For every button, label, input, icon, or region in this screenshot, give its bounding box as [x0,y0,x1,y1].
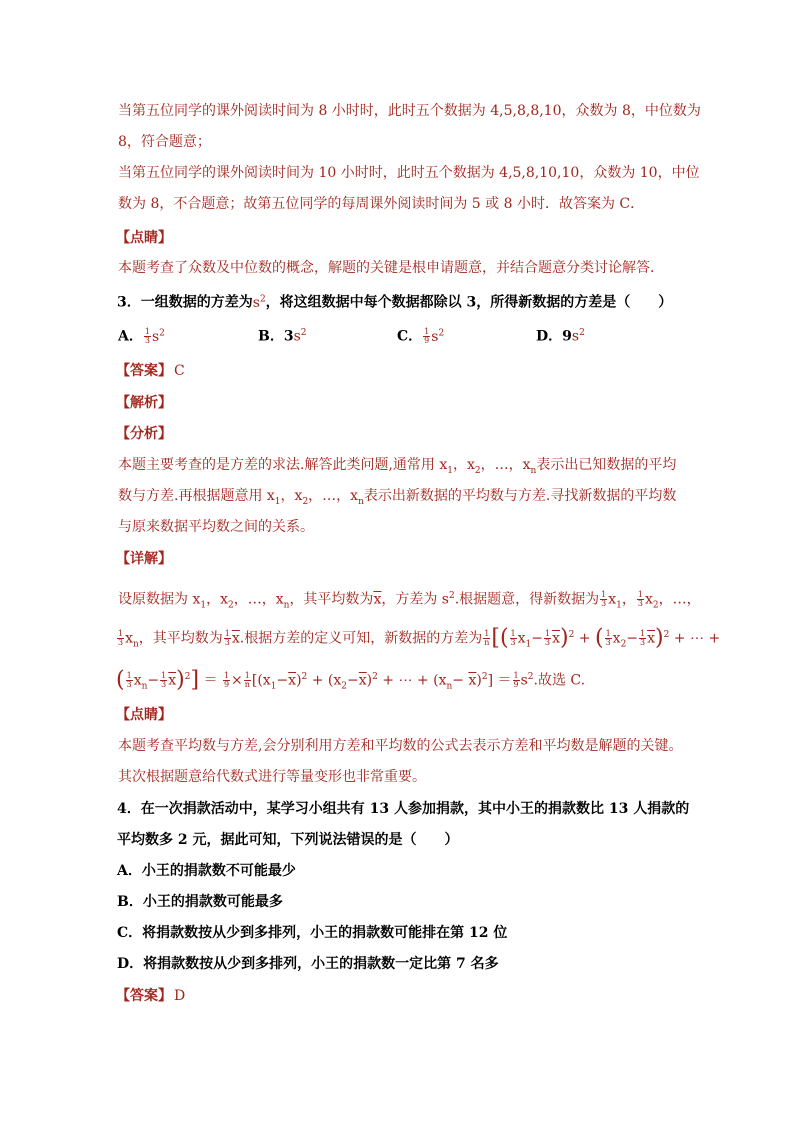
analysis-tag: 【解析】 [116,395,172,411]
solution-line: 当第五位同学的课外阅读时间为 8 小时时，此时五个数据为 4,5,8,8,10，众数为 8，中位数为 [118,103,701,119]
comment-text: 本题考查了众数及中位数的概念，解题的关键是根申请题意，并结合题意分类讨论解答． [118,260,664,276]
question-4-stem-1: 4．在一次捐款活动中，某学习小组共有 13 人参加捐款，其中小王的捐款数比 13 人捐款的 [117,801,690,817]
answer-value: C [174,363,185,379]
question-3-stem-a: 3．一组数据的方差为 [117,294,253,311]
question-4-option-b: B．小王的捐款数可能最多 [117,894,283,910]
question-3-stem-b: ，将这组数据中每个数据都除以 3，所得新数据的方差是（ ） [265,294,673,311]
solution-line: 8，符合题意； [118,134,211,150]
answer-tag: 【答案】 C [116,363,185,379]
detail-line-1: 设原数据为 $x_1$，$x_2$，…，$x_n$，其平均数为$\overline{x}$，方差为 $s^2$.根据题意，得新数据为 $\frac{1}{3}$ $x_1$， $\frac{1}{3}$ $x_2$，…， [118,590,701,611]
question-4-option-d: D．将捐款数按从少到多排列，小王的捐款数一定比第 7 名多 [117,956,499,972]
question-4-stem-2: 平均数多 2 元，据此可知，下列说法错误的是（ ） [117,832,459,848]
answer-value-4: D [174,988,186,1004]
solution-line: 当第五位同学的课外阅读时间为 10 小时时，此时五个数据为 4,5,8,10,10，众数为 10，中位 [118,165,700,181]
comment-line-1: 本题考查平均数与方差,会分别利用方差和平均数的公式去表示方差和平均数是解题的关键。 [118,738,683,754]
fenxi-line-2: 数与方差.再根据题意用 $x_1$，$x_2$，…，$x_n$表示出新数据的平均数与方差.寻找新数据的平均数 [118,488,677,507]
variance-symbol: $s^2$ [252,294,266,311]
question-3-stem [117,289,672,313]
comment-tag: 【点睛】 [116,230,172,246]
option-a: A． $\frac{1}{3}$ $s^2$ [118,327,165,346]
answer-tag-4: 【答案】 D [116,988,186,1004]
option-c: C． $\frac{1}{9}$ $s^2$ [397,327,445,346]
question-4-option-c: C．将捐款数按从少到多排列，小王的捐款数可能排在第 12 位 [117,925,508,941]
fenxi-line-3: 与原来数据平均数之间的关系。 [118,519,314,535]
detail-line-3: ( $\frac{1}{3}$ $x_n-$ $\frac{1}{3}$ $\overline{x})^2$] ＝ $\frac{1}{9}$ × $\frac{1}{n}$ [$(x_1-\overline{x})^2 + (x_2-\overline{x})^2$ + ⋯ + $(x_n- \overline{x})^2$] ＝ $\frac{1}{9}$ $s^2$.故选 C. [116,667,586,693]
fenxi-tag: 【分析】 [116,426,172,442]
comment-tag-2: 【点睛】 [116,707,172,723]
option-d: D．$9s^2$ [536,328,585,345]
comment-line-2: 其次根据题意给代数式进行等量变形也非常重要。 [118,769,426,785]
question-4-option-a: A．小王的捐款数不可能最少 [117,863,296,879]
detail-tag: 【详解】 [116,551,172,567]
option-b: B．$3s^2$ [258,328,307,345]
fenxi-line-1: 本题主要考查的是方差的求法.解答此类问题,通常用 $x_1$，$x_2$，…，$x_n$表示出已知数据的平均 [118,457,677,476]
solution-line: 数为 8，不合题意；故第五位同学的每周课外阅读时间为 5 或 8 小时．故答案为 C． [118,196,645,212]
detail-line-2: $\frac{1}{3}$ $x_n$，其平均数为 $\frac{1}{3}$ $\overline{x}$.根据方差的定义可知，新数据的方差为 $\frac{1}{n}$ [( $\frac{1}{3}$ $x_1-$ $\frac{1}{3}$ $\overline{x})^2$ + ( $\frac{1}{3}$ $x_2-$ $\frac{1}{3}$ $\overline{x})^2$ + ⋯ + [118,625,721,651]
